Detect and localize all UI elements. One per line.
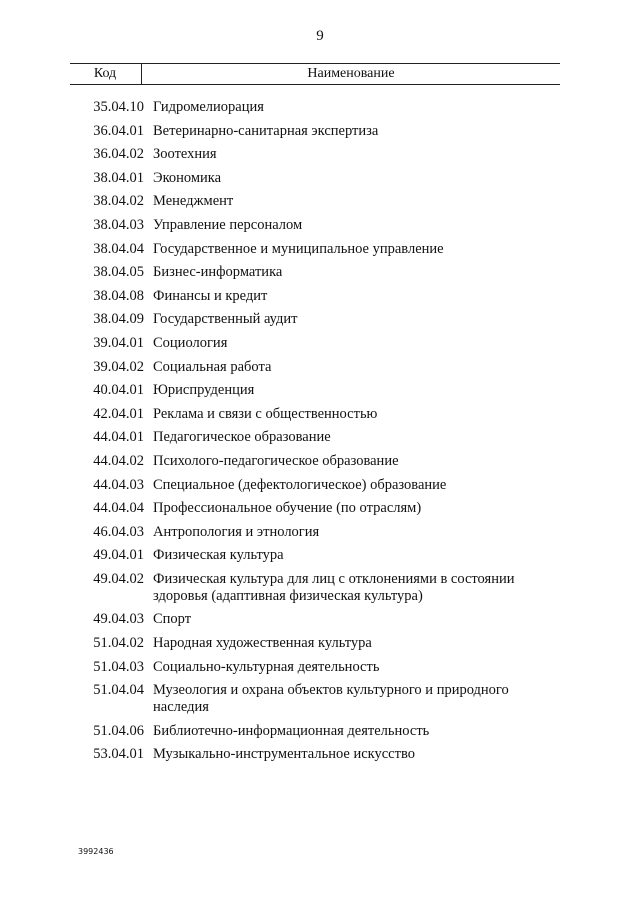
row-code: 38.04.05 bbox=[93, 264, 144, 281]
table-row bbox=[70, 264, 560, 281]
row-code: 49.04.02 bbox=[93, 570, 144, 587]
row-name: Социальная работа bbox=[153, 358, 272, 375]
table-row bbox=[70, 571, 560, 605]
row-name: Экономика bbox=[153, 169, 222, 186]
row-name: Профессиональное обучение (по отраслям) bbox=[153, 500, 422, 517]
row-name: Государственный аудит bbox=[153, 311, 298, 328]
table-row bbox=[70, 146, 560, 163]
table-row bbox=[70, 500, 560, 517]
row-name: Спорт bbox=[153, 611, 192, 628]
row-name: Педагогическое образование bbox=[153, 429, 331, 446]
row-name: Физическая культура для лиц с отклонениями в состоянии здоровья (адаптивная физическая культура) bbox=[153, 570, 515, 604]
table-row bbox=[70, 123, 560, 140]
row-name: Социология bbox=[153, 334, 228, 351]
row-code: 38.04.08 bbox=[93, 287, 144, 304]
table-row bbox=[70, 429, 560, 446]
table-row bbox=[70, 382, 560, 399]
row-name: Государственное и муниципальное управление bbox=[153, 240, 444, 257]
table-row bbox=[70, 547, 560, 564]
row-name: Юриспруденция bbox=[153, 382, 255, 399]
table-row bbox=[70, 406, 560, 423]
row-code: 38.04.01 bbox=[93, 169, 144, 186]
row-code: 51.04.04 bbox=[93, 682, 144, 699]
row-code: 40.04.01 bbox=[93, 382, 144, 399]
row-code: 44.04.04 bbox=[93, 500, 144, 517]
row-code: 53.04.01 bbox=[93, 746, 144, 763]
table-row bbox=[70, 311, 560, 328]
row-code: 51.04.03 bbox=[93, 658, 144, 675]
row-name: Реклама и связи с общественностью bbox=[153, 405, 378, 422]
row-code: 36.04.01 bbox=[93, 122, 144, 139]
table-row bbox=[70, 99, 560, 116]
table-row bbox=[70, 241, 560, 258]
row-name: Музеология и охрана объектов культурного и природного наследия bbox=[153, 682, 509, 716]
row-code: 44.04.03 bbox=[93, 476, 144, 493]
row-code: 38.04.02 bbox=[93, 193, 144, 210]
row-code: 42.04.01 bbox=[93, 405, 144, 422]
table-row bbox=[70, 524, 560, 541]
row-name: Музыкально-инструментальное искусство bbox=[153, 746, 415, 763]
row-name: Зоотехния bbox=[153, 146, 217, 163]
row-name: Ветеринарно-санитарная экспертиза bbox=[153, 122, 379, 139]
row-code: 51.04.06 bbox=[93, 722, 144, 739]
row-name: Социально-культурная деятельность bbox=[153, 658, 380, 675]
row-code: 44.04.01 bbox=[93, 429, 144, 446]
table-row bbox=[70, 359, 560, 376]
row-name: Специальное (дефектологическое) образование bbox=[153, 476, 447, 493]
table-row bbox=[70, 193, 560, 210]
table-body bbox=[70, 99, 560, 770]
table-row bbox=[70, 635, 560, 652]
table-row bbox=[70, 611, 560, 628]
row-code: 35.04.10 bbox=[93, 99, 144, 115]
row-code: 38.04.04 bbox=[93, 240, 144, 257]
row-name: Народная художественная культура bbox=[153, 635, 372, 652]
row-code: 38.04.09 bbox=[93, 311, 144, 328]
table-row bbox=[70, 170, 560, 187]
row-name: Библиотечно-информационная деятельность bbox=[153, 722, 430, 739]
document-id: 3992436 bbox=[78, 847, 114, 856]
row-name: Бизнес-информатика bbox=[153, 264, 283, 281]
row-name: Антропология и этнология bbox=[153, 523, 320, 540]
row-code: 46.04.03 bbox=[93, 523, 144, 540]
row-name: Управление персоналом bbox=[153, 216, 303, 233]
table-row bbox=[70, 477, 560, 494]
row-code: 39.04.02 bbox=[93, 358, 144, 375]
row-code: 36.04.02 bbox=[93, 146, 144, 163]
table-row bbox=[70, 682, 560, 716]
row-name: Менеджмент bbox=[153, 193, 234, 210]
row-code: 44.04.02 bbox=[93, 452, 144, 469]
table-row bbox=[70, 453, 560, 470]
row-name: Гидромелиорация bbox=[153, 99, 264, 115]
table-row bbox=[70, 746, 560, 763]
row-name: Финансы и кредит bbox=[153, 287, 268, 304]
row-code: 39.04.01 bbox=[93, 334, 144, 351]
row-code: 49.04.01 bbox=[93, 547, 144, 564]
table-row bbox=[70, 217, 560, 234]
row-name: Физическая культура bbox=[153, 547, 284, 564]
page-number: 9 bbox=[316, 28, 324, 44]
header-code: Код bbox=[93, 66, 117, 81]
row-code: 38.04.03 bbox=[93, 216, 144, 233]
header-name: Наименование bbox=[307, 66, 395, 81]
row-code: 49.04.03 bbox=[93, 611, 144, 628]
table-row bbox=[70, 659, 560, 676]
row-name: Психолого-педагогическое образование bbox=[153, 452, 399, 469]
table-header bbox=[70, 63, 560, 85]
table-row bbox=[70, 335, 560, 352]
table-row bbox=[70, 288, 560, 305]
table-row bbox=[70, 723, 560, 740]
row-code: 51.04.02 bbox=[93, 635, 144, 652]
